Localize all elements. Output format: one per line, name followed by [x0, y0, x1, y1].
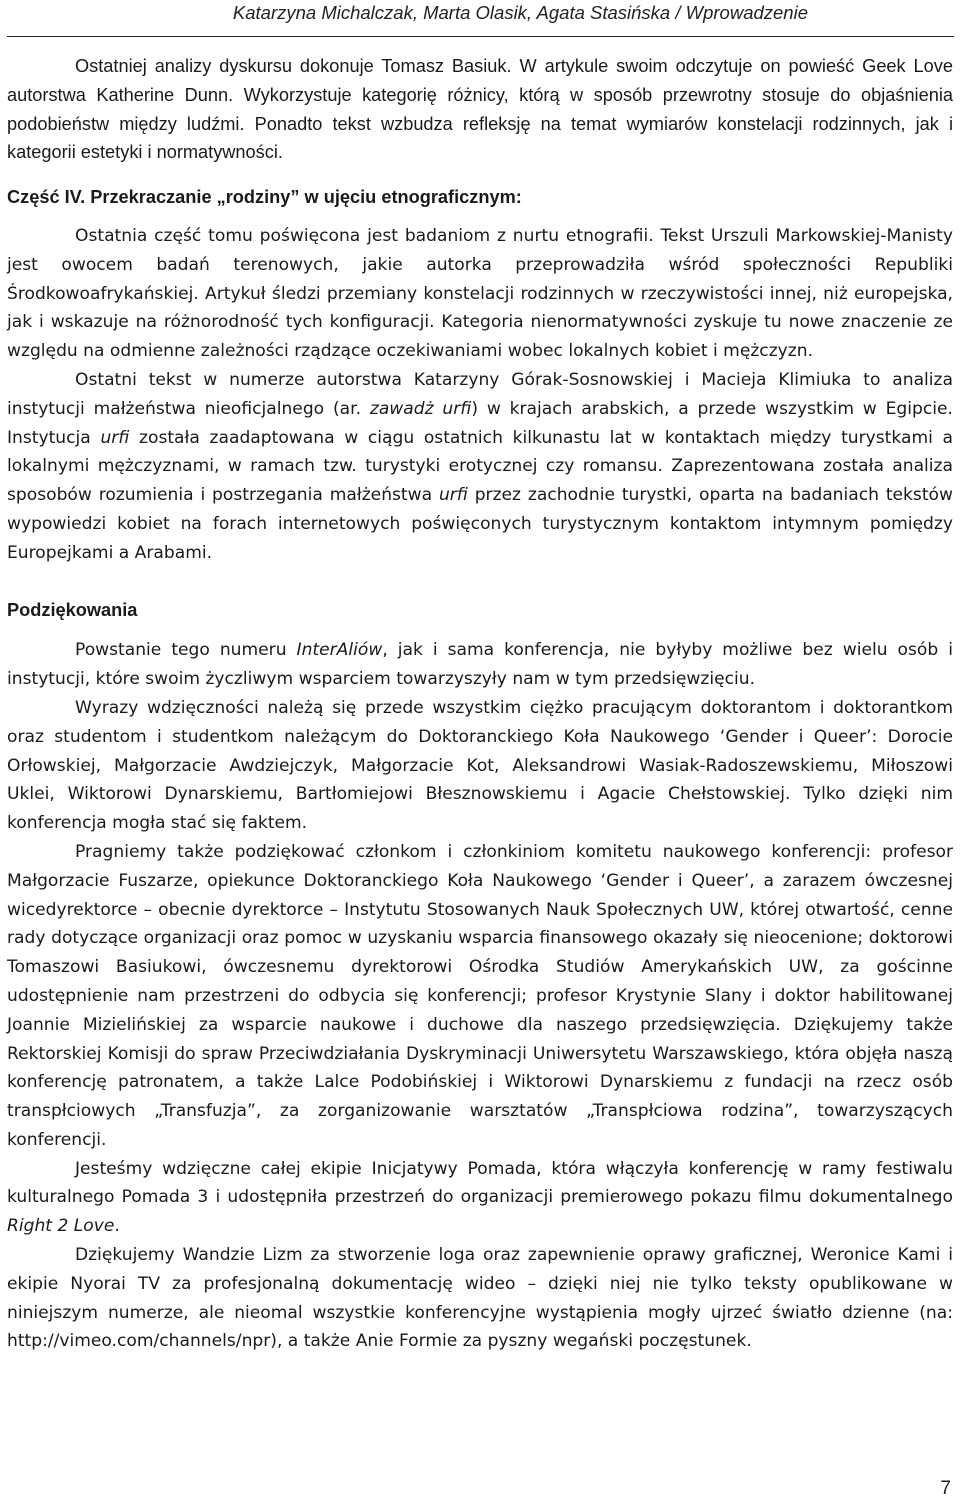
page-number: 7 [940, 1478, 951, 1499]
arabic-term: urfi [100, 427, 130, 448]
section-heading-acknowledgements: Podziękowania [7, 599, 138, 620]
acknowledgements-paragraph-3: Pragniemy także podziękować członkom i członkiniom komitetu naukowego konferencji: profesor Małgorzacie Fuszarze, opiekunce Doktoranckiego Koła Naukowego ‘Gender i Queer’, a zarazem ówczesnej wicedyrektorce – obecnie dyrektorce – Instytutu Stosowanych Nauk Społecznych UW, której otwartość, cenne rady dotyczące organizacji oraz pomoc w uzyskaniu wsparcia finansowego okazały się nieocenione; doktorowi Tomaszowi Basiukowi, ówczesnemu dyrektorowi Ośrodka Studiów Amerykańskich UW, za gościnne udostępnienie nam przestrzeni do odbycia się konferencji; profesor Krystynie Slany i doktor habilitowanej Joannie Mizielińskiej za wsparcie naukowe i duchowe dla naszego przedsięwzięcia. Dziękujemy także Rektorskiej Komisji do spraw Przeciwdziałania Dyskryminacji Uniwersytetu Warszawskiego, która objęła naszą konferencję patronatem, a także Lalce Podobińskiej i Wiktorowi Dynarskiemu z fundacji na rzecz osób transpłciowych „Transfuzja”, za zorganizowanie warsztatów „Transpłciowa rodzina”, towarzyszących konferencji. [7, 841, 953, 1150]
text-run: została zaadaptowana w ciągu ostatnich kilkunastu lat w kontaktach między turystkami a lokalnymi mężczyznami, w ramach tzw. turystyki erotycznej czy romansu. Zaprezentowana została analiza sposobów rozumienia i postrzegania małżeństwa [7, 427, 953, 506]
text-run: ) w krajach arabskich, a przede wszystkim w Egipcie. Instytucja [7, 398, 953, 448]
text-run: , jak i sama konferencja, nie byłyby możliwe bez wielu osób i instytucji, które swoim życzliwym wsparciem towarzyszyły nam w tym przedsięwzięciu. [7, 640, 953, 690]
text-run: . [114, 1216, 120, 1237]
part-iv-paragraph-1: Ostatnia część tomu poświęcona jest badaniom z nurtu etnografii. Tekst Urszuli Markowskiej-Manisty jest owocem badań terenowych, jakie autorka przeprowadziła wśród społeczności Republiki Środkowoafrykańskiej. Artykuł śledzi przemiany konstelacji rodzinnych w rzeczywistości innej, niż europejska, jak i wskazuje na różnorodność tych konfiguracji. Kategoria nienormatywności zyskuje tu nowe znaczenie ze względu na odmienne zależności rządzące oczekiwaniami wobec lokalnych kobiet i mężczyzn. [7, 225, 953, 362]
journal-title: InterAliów [296, 640, 383, 661]
part-iv-paragraph-2 [7, 366, 953, 568]
running-title: Katarzyna Michalczak, Marta Olasik, Agata Stasińska / Wprowadzenie [232, 2, 808, 23]
section-heading-part-iv: Część IV. Przekraczanie „rodziny” w ujęciu etnograficznym: [7, 187, 522, 208]
arabic-term: urfi [438, 485, 468, 506]
acknowledgements-paragraph-2: Wyrazy wdzięczności należą się przede wszystkim ciężko pracującym doktorantom i doktorantkom oraz studentom i studentkom należącym do Doktoranckiego Koła Naukowego ‘Gender i Queer’: Dorocie Orłowskiej, Małgorzacie Awdziejczyk, Małgorzacie Kot, Aleksandrowi Wasiak-Radoszewskiemu, Miłoszowi Uklei, Wiktorowi Dynarskiemu, Bartłomiejowi Błesznowskiemu i Agacie Chełstowskiej. Tylko dzięki nim konferencja mogła stać się faktem. [7, 697, 953, 834]
arabic-term: zawadż urfi [369, 398, 472, 419]
header-rule [7, 36, 954, 37]
body-text [7, 52, 953, 1356]
acknowledgements-paragraph-5: Dziękujemy Wandzie Lizm za stworzenie loga oraz zapewnienie oprawy graficznej, Weronice Kami i ekipie Nyorai TV za profesjonalną dokumentację wideo – dzięki niej nie tylko teksty opublikowane w niniejszym numerze, ale nieomal wszystkie konferencyjne wystąpienia mogły ujrzeć światło dzienne (na: http://vimeo.com/channels/npr), a także Anie Formie za pyszny wegański poczęstunek. [7, 1245, 953, 1352]
text-run: Jesteśmy wdzięczne całej ekipie Inicjatywy Pomada, która włączyła konferencję w ramy festiwalu kulturalnego Pomada 3 i udostępniła przestrzeń do organizacji premierowego pokazu filmu dokumentalnego [7, 1158, 953, 1208]
text-run: Ostatni tekst w numerze autorstwa Katarzyny Górak-Sosnowskiej i Macieja Klimiuka to analiza instytucji małżeństwa nieoficjalnego (ar. [7, 369, 953, 419]
text-run: Powstanie tego numeru [75, 640, 297, 661]
acknowledgements-paragraph-4 [7, 1155, 953, 1241]
film-title: Right 2 Love [7, 1216, 115, 1237]
text-run: przez zachodnie turystki, oparta na badaniach tekstów wypowiedzi kobiet na forach internetowych poświęconych turystycznym kontaktom intymnym pomiędzy Europejkami a Arabami. [7, 485, 953, 563]
running-header [0, 0, 960, 38]
intro-paragraph: Ostatniej analizy dyskursu dokonuje Tomasz Basiuk. W artykule swoim odczytuje on powieść Geek Love autorstwa Katherine Dunn. Wykorzystuje kategorię różnicy, którą w sposób przewrotny stosuje do objaśnienia podobieństw między ludźmi. Ponadto tekst wzbudza refleksję na temat wymiarów konstelacji rodzinnych, jak i kategorii estetyki i normatywności. [7, 56, 953, 163]
acknowledgements-paragraph-1 [7, 636, 953, 694]
